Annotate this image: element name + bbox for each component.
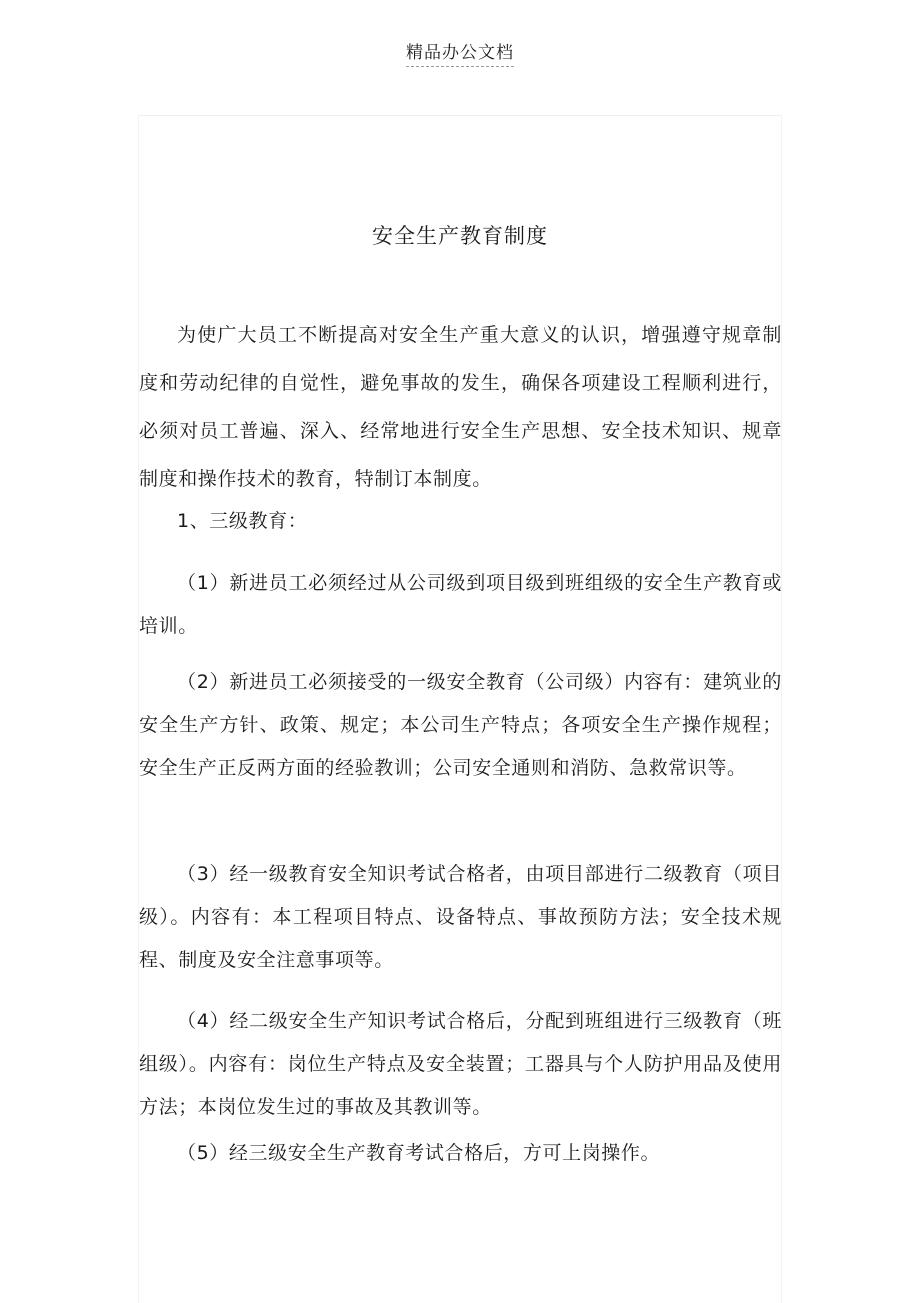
list-item: （4）经二级安全生产知识考试合格后，分配到班组进行三级教育（班组级）。内容有：岗位生产特点及安全装置；工器具与个人防护用品及使用方法；本岗位发生过的事故及其教训等。 [139, 1010, 782, 1118]
section-heading: 1、三级教育： [177, 510, 308, 532]
list-item: （2）新进员工必须接受的一级安全教育（公司级）内容有：建筑业的安全生产方针、政策、规定；本公司生产特点；各项安全生产操作规程；安全生产正反两方面的经验教训；公司安全通则和消防、急救常识等。 [139, 671, 782, 779]
list-item: （5）经三级安全生产教育考试合格后，方可上岗操作。 [177, 1142, 661, 1164]
list-item: （3）经一级教育安全知识考试合格者，由项目部进行二级教育（项目级）。内容有：本工程项目特点、设备特点、事故预防方法；安全技术规程、制度及安全注意事项等。 [139, 863, 782, 971]
document-title: 安全生产教育制度 [372, 224, 548, 248]
page-header [0, 38, 920, 67]
list-item: （1）新进员工必须经过从公司级到项目级到班组级的安全生产教育或培训。 [139, 572, 782, 637]
intro-paragraph: 为使广大员工不断提高对安全生产重大意义的认识，增强遵守规章制度和劳动纪律的自觉性，避免事故的发生，确保各项建设工程顺利进行，必须对员工普遍、深入、经常地进行安全生产思想、安全技术知识、规章制度和操作技术的教育，特制订本制度。 [139, 324, 782, 490]
header-text: 精品办公文档 [406, 38, 514, 67]
